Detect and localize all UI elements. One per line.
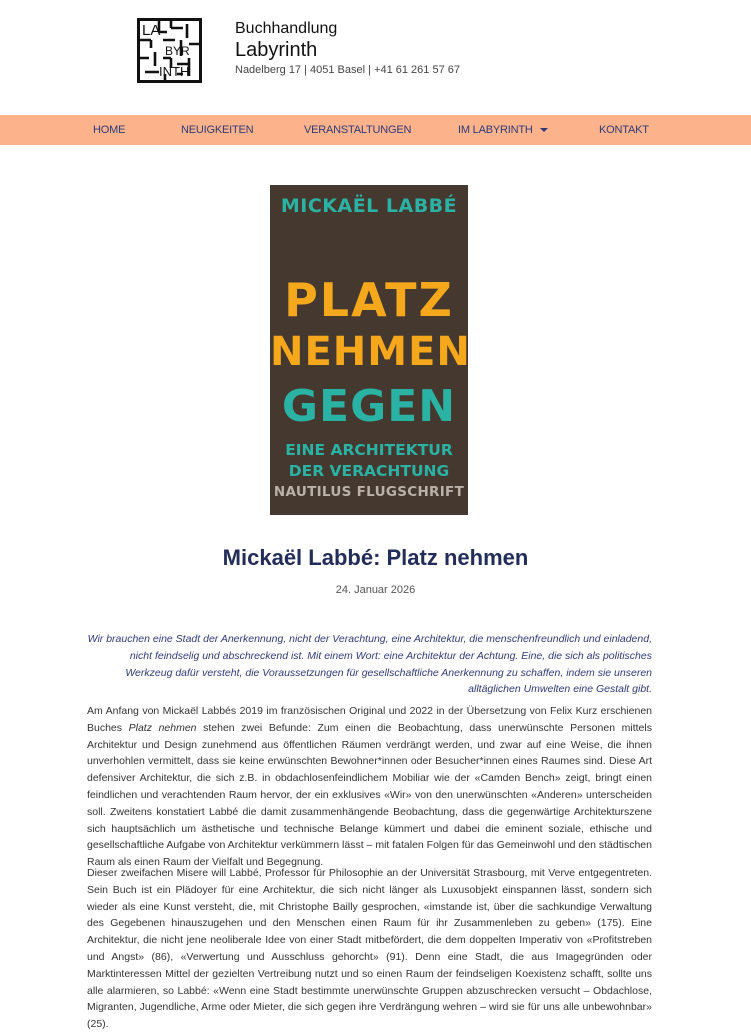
caret-down-icon[interactable]	[540, 128, 548, 132]
cover-title-line-2: NEHMEN	[270, 329, 471, 375]
paragraph-1-start: Am Anfang von Mickaël Labbés 2019 im französischen Original und 2022 in der Übersetzung von Felix Kurz erschienen Buches	[87, 705, 652, 734]
nav-im-labyrinth-label: IM LABYRINTH	[458, 124, 533, 136]
main-navigation	[0, 115, 751, 145]
site-header	[0, 0, 751, 115]
post-paragraph-1	[87, 703, 652, 871]
logo-letters-row1: LA	[142, 22, 161, 39]
nav-neuigkeiten[interactable]: NEUIGKEITEN	[181, 124, 254, 136]
shop-name[interactable]: Labyrinth	[235, 39, 318, 61]
cover-subtitle-line-2: DER VERACHTUNG	[288, 462, 450, 480]
cover-publisher: NAUTILUS FLUGSCHRIFT	[273, 484, 465, 500]
cover-title-line-1: PLATZ	[284, 273, 454, 327]
shop-name-prefix: Buchhandlung	[235, 20, 338, 37]
nav-im-labyrinth[interactable]	[458, 115, 548, 145]
cover-author: MICKAËL LABBÉ	[280, 195, 458, 217]
logo-letters-row2: BYR	[165, 44, 190, 58]
post-date: 24. Januar 2026	[335, 584, 416, 596]
book-title-italic: Platz nehmen	[128, 721, 197, 734]
nav-home[interactable]: HOME	[93, 124, 126, 136]
labyrinth-logo-icon[interactable]	[137, 18, 202, 83]
nav-veranstaltungen[interactable]: VERANSTALTUNGEN	[304, 124, 412, 136]
post-title: Mickaël Labbé: Platz nehmen	[222, 545, 529, 570]
paragraph-1-rest: stehen zwei Befunde: Zum einen die Beobachtung, dass unerwünschte Personen mittels Architektur und Design zunehmend aus öffentlichen Räumen verdrängt werden, und zwar auf eine Weise, die ihnen unverhohlen vermittelt, dass sie keine erwünschten Bewohner*innen oder Besucher*innen eines Raumes sind. Diese Art defensiver Architektur, die sich z.B. in obdachlosenfeindlichem Mobiliar wie der «Camden Bench» zeigt, bringt einen feindlichen und verachtenden Raum hervor, der ein exklusives «Wir» von den unerwünschten «Anderen» unterscheiden soll. Zweitens konstatiert Labbé die damit zusammenhängende Beobachtung, dass die gegenwärtige Architekturszene sich hauptsächlich um ästhetische und technische Belange kümmert und dabei die eminent soziale, ethische und gesellschaftliche Aufgabe von Architektur verkümmern lässt – mit fatalen Folgen für das Gemeinwohl und den städtischen Raum als einen Raum der Vielfalt und Begegnung.	[87, 721, 652, 869]
logo-letters-row3: INTH	[159, 64, 190, 79]
cover-subtitle-line-1: EINE ARCHITEKTUR	[285, 441, 453, 459]
post-paragraph-2: Dieser zweifachen Misere will Labbé, Professor für Philosophie an der Universität Strasbourg, mit Verve entgegentreten. Sein Buch ist ein Plädoyer für eine Architektur, die sich nicht länger als Luxusobjekt einspannen lässt, sondern sich wieder als eine Kunst versteht, die, mit Christophe Bailly gesprochen, «imstande ist, über die sachkundige Verwaltung des Gegebenen hinauszugehen und den Menschen einen Raum für ihr Zusammenleben zu geben» (175). Eine Architektur, die nicht jene neoliberale Idee von einer Stadt mitbefördert, die dem doppelten Imperativ von «Profitstreben und Angst» (86), «Verwertung und Ausschluss gehorcht» (91). Denn eine Stadt, die aus Imagegründen oder Marktinteressen Mittel der gezielten Vertreibung nutzt und so einen Raum der feindseligen Koexistenz schafft, sollte uns alle alarmieren, so Labbé: «Wenn eine Stadt bestimmte unerwünschte Gruppen abzuschrecken versucht – Obdachlose, Migranten, Jugendliche, Arme oder Mieter, die sich gegen ihre Verdrängung wehren – wird sie für uns alle unbewohnbar» (25).	[87, 867, 652, 1031]
post-quote: Wir brauchen eine Stadt der Anerkennung, nicht der Verachtung, eine Architektur, die menschenfreundlich und einladend, nicht feindselig und abschreckend ist. Mit einem Wort: eine Architektur der Achtung. Eine, die sich als politisches Werkzeug dafür versteht, die Voraussetzungen für gesellschaftliche Anerkennung zu schaffen, indem sie unseren alltäglichen Umwelten eine Gestalt gibt.	[87, 633, 652, 696]
nav-kontakt[interactable]: KONTAKT	[599, 124, 649, 136]
book-cover-image	[270, 185, 471, 515]
shop-address: Nadelberg 17 | 4051 Basel | +41 61 261 57 67	[235, 64, 460, 76]
cover-title-line-3: GEGEN	[281, 381, 457, 432]
